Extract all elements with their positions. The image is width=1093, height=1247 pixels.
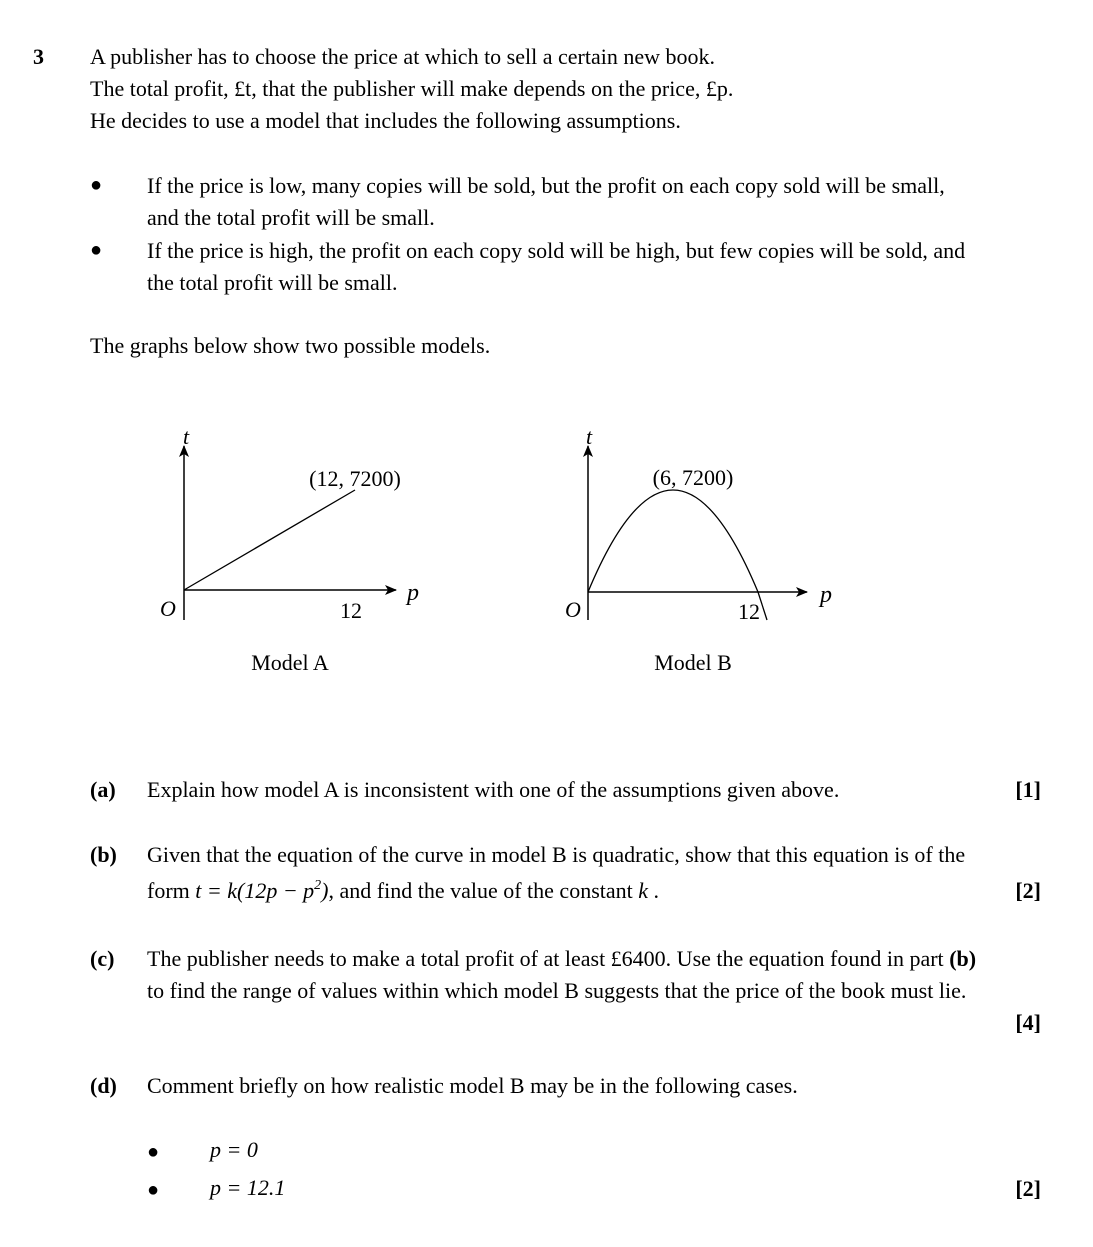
question-number: 3 bbox=[33, 44, 44, 69]
model-b-x-label: p bbox=[820, 582, 832, 608]
equation-suffix: ) bbox=[321, 878, 329, 903]
part-b-form-word: form bbox=[147, 878, 190, 903]
part-b-line-1: Given that the equation of the curve in model B is quadratic, show that this equation is of the bbox=[147, 842, 966, 867]
assumption-low-price bbox=[147, 173, 945, 237]
model-a-x-label: p bbox=[407, 580, 419, 606]
model-a-caption: Model A bbox=[251, 650, 329, 675]
model-a-line bbox=[184, 490, 355, 590]
model-b-caption: Model B bbox=[654, 650, 732, 675]
part-d-text: Comment briefly on how realistic model B may be in the following cases. bbox=[147, 1073, 798, 1098]
equation-prefix: t = k(12p − p bbox=[195, 878, 315, 903]
intro-line-2: The total profit, £t, that the publisher will make depends on the price, £p. bbox=[90, 76, 734, 101]
assumption-line: If the price is high, the profit on each copy sold will be high, but few copies will be sold, and bbox=[147, 238, 966, 263]
model-a-origin-label: O bbox=[160, 596, 176, 621]
part-b-line-2 bbox=[147, 878, 659, 904]
model-b-origin-label: O bbox=[565, 597, 581, 622]
model-a-graph bbox=[150, 420, 450, 690]
bullet-icon: ● bbox=[147, 1179, 160, 1201]
part-a-text: Explain how model A is inconsistent with one of the assumptions given above. bbox=[147, 777, 840, 802]
part-c-reference: (b) bbox=[949, 946, 977, 971]
part-b-constant: k bbox=[638, 878, 649, 903]
part-d-marks: [2] bbox=[1015, 1176, 1041, 1201]
model-b-y-label: t bbox=[585, 424, 593, 449]
part-a-label: (a) bbox=[90, 777, 116, 802]
assumption-line: the total profit will be small. bbox=[147, 270, 398, 295]
part-c-line-1-text: The publisher needs to make a total profit of at least £6400. Use the equation found in part bbox=[147, 946, 944, 971]
model-b-x-tick: 12 bbox=[738, 599, 760, 624]
question-intro bbox=[90, 44, 733, 140]
part-c-label: (c) bbox=[90, 946, 115, 971]
bullet-icon: ● bbox=[90, 174, 103, 196]
part-c-line-2: to find the range of values within which model B suggests that the price of the book must lie. bbox=[147, 978, 967, 1003]
intro-line-3: He decides to use a model that includes the following assumptions. bbox=[90, 108, 681, 133]
model-a-point-label: (12, 7200) bbox=[309, 466, 401, 491]
part-b-line-2-rest: , and find the value of the constant bbox=[328, 878, 633, 903]
part-b-label: (b) bbox=[90, 842, 117, 867]
equation-power: 2 bbox=[314, 878, 322, 893]
part-d-case-1: p = 0 bbox=[210, 1137, 258, 1162]
part-b-marks: [2] bbox=[1015, 878, 1041, 903]
part-d-label: (d) bbox=[90, 1073, 117, 1098]
model-b-graph bbox=[555, 420, 855, 690]
part-d-case-2: p = 12.1 bbox=[210, 1175, 286, 1200]
model-a-y-label: t bbox=[182, 424, 190, 449]
bullet-icon: ● bbox=[147, 1141, 160, 1163]
intro-line-1: A publisher has to choose the price at which to sell a certain new book. bbox=[90, 44, 715, 69]
part-c-marks: [4] bbox=[1015, 1010, 1041, 1035]
part-c-line-1 bbox=[147, 946, 976, 972]
part-b-end: . bbox=[653, 878, 660, 903]
bullet-icon: ● bbox=[90, 239, 103, 261]
model-a-x-tick: 12 bbox=[340, 598, 362, 623]
assumption-high-price bbox=[147, 238, 965, 302]
part-b-equation bbox=[195, 878, 328, 903]
part-a-marks: [1] bbox=[1015, 777, 1041, 802]
assumption-line: If the price is low, many copies will be sold, but the profit on each copy sold will be small, bbox=[147, 173, 945, 198]
model-b-point-label: (6, 7200) bbox=[652, 465, 734, 490]
graphs-intro: The graphs below show two possible models. bbox=[90, 333, 491, 358]
assumption-line: and the total profit will be small. bbox=[147, 205, 435, 230]
